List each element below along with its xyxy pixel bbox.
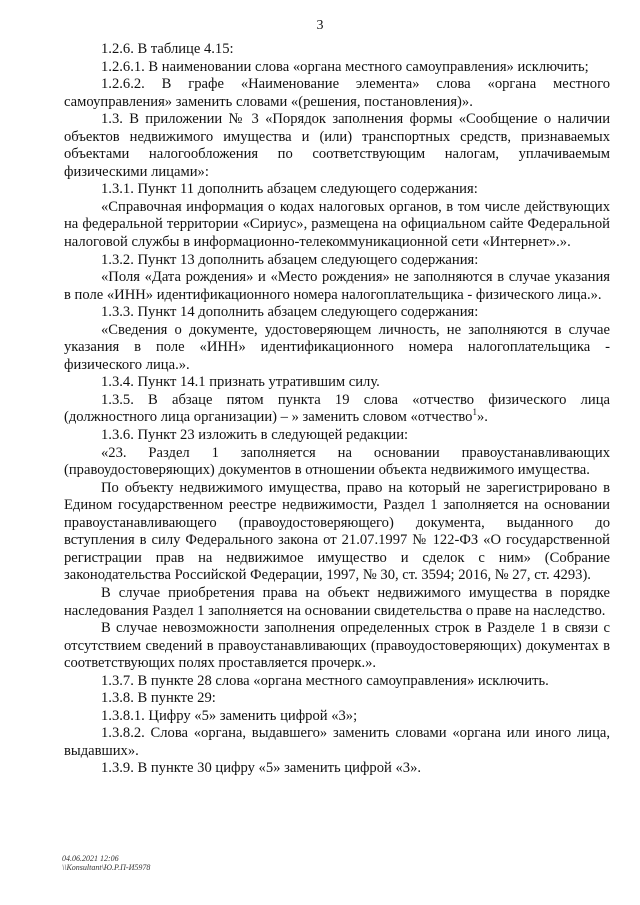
paragraph-1-3-5-tail: ». [476,409,488,426]
paragraph-1-2-6-2: 1.2.6.2. В графе «Наименование элемента» слова «органа местного самоуправления» заменить словами «(решения, постановления)». [64,76,610,110]
quote-dash-fill: В случае невозможности заполнения определенных строк в Разделе 1 в связи с отсутствием сведений в правоустанавливающих (правоудостоверяющих) документах в соответствующих полях проставляется прочерк.». [64,620,610,672]
paragraph-1-3-7: 1.3.7. В пункте 28 слова «органа местного самоуправления» исключить. [101,672,549,689]
paragraph-1-3-9: 1.3.9. В пункте 30 цифру «5» заменить цифрой «3». [101,760,422,777]
quote-identity-doc: «Сведения о документе, удостоверяющем личность, не заполняются в случае указания в поле «ИНН» идентификационного номера налогоплательщика - физического лица.». [64,321,610,373]
paragraph-1-3-4: 1.3.4. Пункт 14.1 признать утратившим силу. [101,374,380,391]
paragraph-1-3-8-1: 1.3.8.1. Цифру «5» заменить цифрой «3»; [101,707,358,724]
paragraph-1-3-8: 1.3.8. В пункте 29: [101,690,216,707]
footnote-marker: 1 [472,407,477,418]
document-body [64,41,610,778]
quote-inheritance: В случае приобретения права на объект недвижимого имущества в порядке наследования Раздел 1 заполняется на основании свидетельства о праве на наследство. [64,584,610,619]
footer-file-path: \\Konsultant\Ю.Р.П-И5978 [62,863,151,872]
quote-unregistered-property: По объекту недвижимого имущества, право на который не зарегистрировано в Едином государственном реестре недвижимости, Раздел 1 заполняется на основании правоустанавливающего (правоудостоверяющего) документа, выданного до вступления в силу Федерального закона от 21.07.1997 № 122-ФЗ «О государственной регистрации прав на недвижимое имущество и сделок с ним» (Собрание законодательства Российской Федерации, 1997, № 30, ст. 3594; 2016, № 27, ст. 4293). [64,479,610,584]
paragraph-1-3-6: 1.3.6. Пункт 23 изложить в следующей редакции: [101,427,409,444]
paragraph-1-2-6-1: 1.2.6.1. В наименовании слова «органа местного самоуправления» исключить; [101,58,589,75]
quote-reference-info: «Справочная информация о кодах налоговых органов, в том числе действующих на федеральной территории «Сириус», размещена на официальном сайте Федеральной налоговой службы в информационно-телекоммуникационной сети «Интернет».». [64,198,610,251]
quote-item-23: «23. Раздел 1 заполняется на основании правоустанавливающих (правоудостоверяющих) документов в отношении объекта недвижимого имущества. [64,444,610,479]
paragraph-1-2-6: 1.2.6. В таблице 4.15: [101,41,234,57]
paragraph-1-3-5 [64,392,610,427]
paragraph-1-3-8-2: 1.3.8.2. Слова «органа, выдавшего» заменить словами «органа или иного лица, выдавших». [64,725,610,759]
paragraph-1-3: 1.3. В приложении № 3 «Порядок заполнения формы «Сообщение о наличии объектов недвижимого имущества и (или) транспортных средств, признаваемых объектами налогообложения по соответствующим налогам, уплачиваемым физическими лицами»: [64,111,610,180]
page-number: 3 [316,18,324,33]
footer-timestamp: 04.06.2021 12:06 [62,854,119,863]
paragraph-1-3-5-text: 1.3.5. В абзаце пятом пункта 19 слова «отчество физического лица (должностного лица организации) – » заменить словом «отчество [64,391,610,426]
paragraph-1-3-1: 1.3.1. Пункт 11 дополнить абзацем следующего содержания: [101,181,478,198]
paragraph-1-3-3: 1.3.3. Пункт 14 дополнить абзацем следующего содержания: [101,304,479,321]
document-footer [62,854,150,872]
quote-birth-fields: «Поля «Дата рождения» и «Место рождения» не заполняются в случае указания в поле «ИНН» идентификационного номера налогоплательщика - физического лица.». [64,269,610,303]
paragraph-1-3-2: 1.3.2. Пункт 13 дополнить абзацем следующего содержания: [101,251,479,268]
